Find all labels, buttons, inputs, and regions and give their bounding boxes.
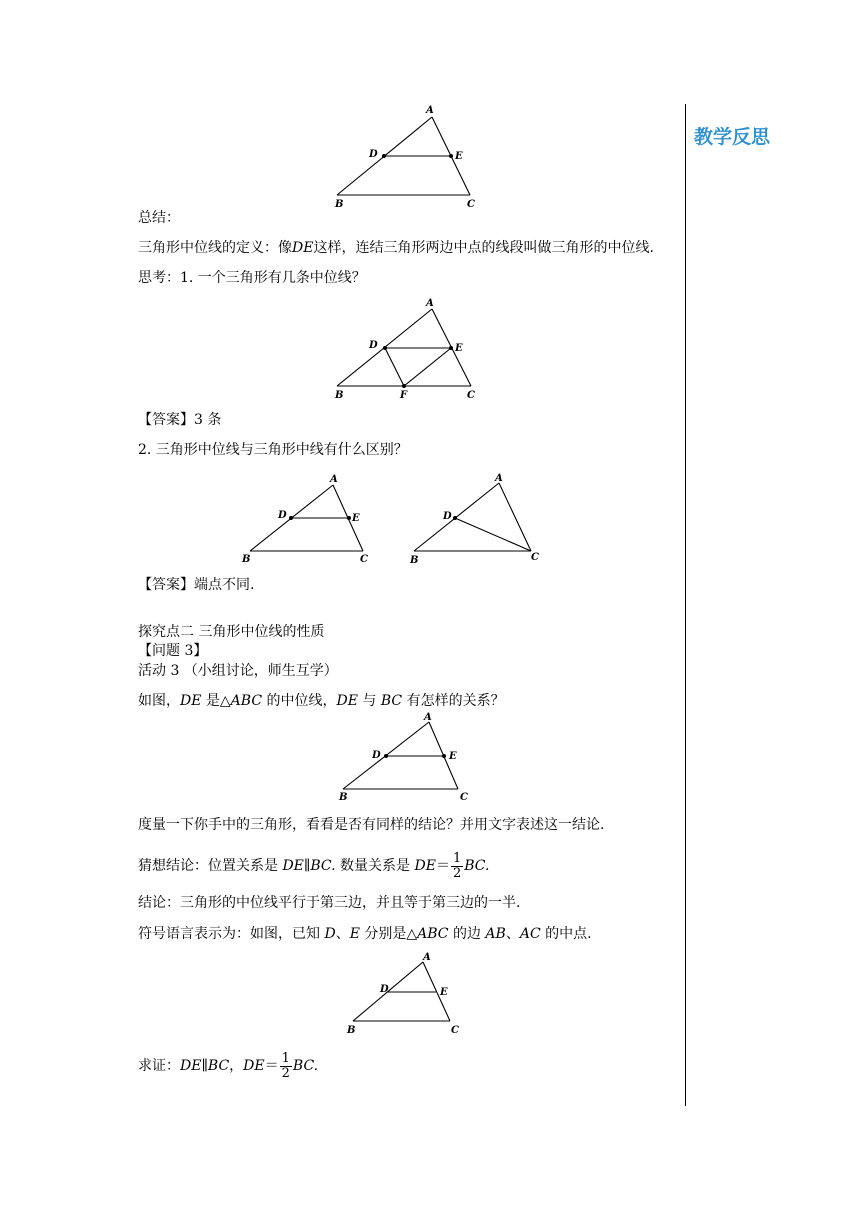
svg-text:C: C [451,1025,459,1036]
figure-proof-triangle [336,950,476,1040]
figure-triangle-midline [325,100,485,212]
sidebar-divider [685,104,686,1106]
section-heading: 探究点二 三角形中位线的性质 [138,624,325,640]
svg-text:E: E [352,513,360,524]
figure-three-midlines [325,292,485,404]
svg-text:B: B [335,199,344,210]
fraction-half: $\frac{1}{2}$ [452,850,462,881]
summary-heading: 总结： [138,210,180,226]
svg-text:D: D [369,340,378,351]
figure-de-bc-relation [330,710,480,805]
svg-text:A: A [495,473,503,484]
svg-text:D: D [278,510,287,521]
svg-text:B: B [347,1025,356,1036]
question-3-label: 【问题 3】 [138,643,208,659]
symbolic-line: 符号语言表示为：如图，已知 D、E 分别是△ABC 的边 AB、AC 的中点. [138,926,592,942]
svg-text:B: B [242,554,251,565]
measure-line: 度量一下你手中的三角形，看看是否有同样的结论？并用文字表述这一结论. [138,817,605,833]
svg-text:D: D [380,984,389,995]
svg-text:E: E [455,343,463,354]
activity-3-label: 活动 3 （小组讨论，师生互学） [138,663,338,679]
svg-text:B: B [339,792,348,803]
svg-text:B: B [335,390,344,401]
svg-text:A: A [330,474,338,485]
answer-1: 【答案】3 条 [138,412,222,428]
svg-text:D: D [369,149,378,160]
svg-text:C: C [467,390,475,401]
guess-line: 猜想结论：位置关系是 DE∥BC. 数量关系是 DE＝ $\frac{1}{2}$ BC. [138,850,490,881]
svg-text:F: F [400,390,408,401]
svg-text:C: C [467,199,475,210]
svg-text:A: A [424,712,432,723]
figure-median-compare [404,470,554,570]
svg-text:A: A [426,298,434,309]
think-question-1: 思考：1. 一个三角形有几条中位线？ [138,270,366,286]
question-line: 如图，DE 是△ABC 的中位线，DE 与 BC 有怎样的关系？ [138,693,505,709]
svg-text:A: A [426,105,434,116]
sidebar-title: 教学反思 [694,126,771,148]
fraction-half: $\frac{1}{2}$ [281,1050,290,1081]
definition-line: 三角形中位线的定义：像DE这样，连结三角形两边中点的线段叫做三角形的中位线. [138,240,654,256]
think-question-2: 2. 三角形中位线与三角形中线有什么区别？ [138,442,408,458]
svg-text:E: E [440,987,448,998]
prove-line: 求证：DE∥BC，DE＝ $\frac{1}{2}$ BC. [138,1050,319,1081]
conclusion-line: 结论：三角形的中位线平行于第三边，并且等于第三边的一半. [138,895,521,911]
answer-2: 【答案】端点不同. [138,577,255,593]
svg-text:C: C [460,792,468,803]
svg-text:C: C [360,554,368,565]
svg-text:E: E [449,751,457,762]
svg-text:B: B [410,555,419,566]
svg-text:A: A [423,952,431,963]
figure-midline-compare [236,470,386,570]
svg-text:E: E [455,151,463,162]
svg-text:C: C [531,552,539,563]
svg-text:D: D [372,750,381,761]
svg-text:D: D [443,511,452,522]
